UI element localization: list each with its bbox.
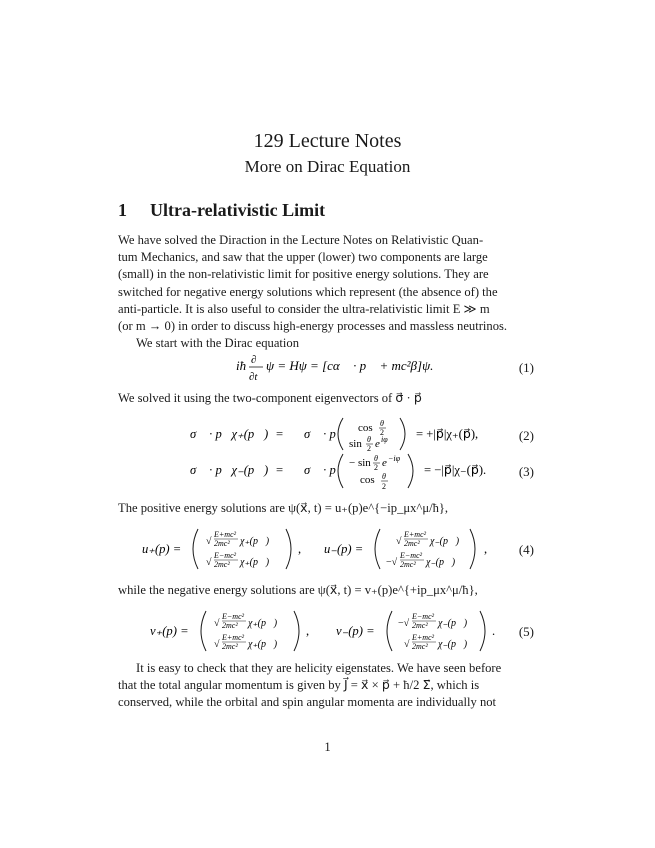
svg-text:√: √ bbox=[206, 536, 212, 547]
svg-text:E−mc²: E−mc² bbox=[400, 551, 423, 560]
svg-text:√: √ bbox=[214, 639, 220, 650]
svg-text:iφ: iφ bbox=[381, 435, 388, 444]
svg-text:σ⃗ · p⃗χ₋(p⃗): σ⃗ · p⃗χ₋(p⃗) bbox=[190, 463, 269, 477]
svg-text:−√: −√ bbox=[386, 557, 398, 568]
svg-text:=: = bbox=[276, 427, 284, 441]
equation-number: (2) bbox=[518, 428, 534, 443]
text-line: that the total angular momentum is given by J⃗ = x⃗ × p⃗ + ħ/2 Σ⃗, which is bbox=[118, 678, 480, 693]
svg-text:σ⃗ · p⃗χ₊(p⃗): σ⃗ · p⃗χ₊(p⃗) bbox=[190, 427, 269, 441]
svg-text:√: √ bbox=[404, 639, 410, 650]
svg-text:2: 2 bbox=[367, 444, 371, 453]
equation-2-render bbox=[118, 414, 498, 454]
svg-text:2: 2 bbox=[380, 428, 384, 437]
svg-text:,: , bbox=[298, 542, 302, 556]
svg-text:,: , bbox=[484, 542, 488, 556]
svg-text:E+mc²: E+mc² bbox=[412, 633, 435, 642]
svg-text:χ₋(p⃗): χ₋(p⃗) bbox=[438, 618, 468, 629]
svg-text:2: 2 bbox=[382, 482, 386, 491]
text-line: The positive energy solutions are ψ(x⃗, t) = u₊(p)e^{−ip_μx^μ/ħ}, bbox=[118, 501, 449, 515]
equation-number: (4) bbox=[518, 542, 534, 557]
svg-text:σ⃗ · p⃗: σ⃗ · p⃗ bbox=[304, 463, 346, 477]
equation-1 bbox=[118, 350, 534, 386]
equation-4-render bbox=[118, 526, 508, 572]
svg-text:∂t: ∂t bbox=[249, 371, 258, 383]
svg-text:E+mc²: E+mc² bbox=[404, 530, 427, 539]
svg-text:2: 2 bbox=[374, 463, 378, 472]
svg-text:∂: ∂ bbox=[251, 354, 257, 366]
text-line: We start with the Dirac equation bbox=[136, 336, 299, 351]
svg-text:2mc²: 2mc² bbox=[214, 560, 230, 569]
svg-text:2mc²: 2mc² bbox=[222, 642, 238, 651]
svg-text:2mc²: 2mc² bbox=[222, 621, 238, 630]
svg-text:χ₋(p⃗): χ₋(p⃗) bbox=[430, 536, 460, 547]
svg-text:u₊(p) =: u₊(p) = bbox=[142, 542, 182, 556]
svg-text:2mc²: 2mc² bbox=[412, 621, 428, 630]
svg-text:e: e bbox=[375, 438, 380, 450]
svg-text:χ₋(p⃗): χ₋(p⃗) bbox=[438, 639, 468, 650]
equation-number: (3) bbox=[518, 464, 534, 479]
text-line: while the negative energy solutions are ψ(x⃗, t) = v₊(p)e^{+ip_μx^μ/ħ}, bbox=[118, 583, 478, 597]
page-number: 1 bbox=[324, 740, 331, 754]
svg-text:−√: −√ bbox=[398, 618, 410, 629]
text-line: tum Mechanics, and saw that the upper (lower) two components are large bbox=[118, 250, 488, 265]
svg-text:θ: θ bbox=[374, 454, 378, 463]
svg-text:E+mc²: E+mc² bbox=[214, 530, 237, 539]
svg-text:θ: θ bbox=[367, 435, 371, 444]
svg-text:E+mc²: E+mc² bbox=[222, 633, 245, 642]
svg-text:θ: θ bbox=[382, 472, 386, 481]
svg-text:χ₊(p⃗): χ₊(p⃗) bbox=[240, 557, 270, 568]
svg-text:E−mc²: E−mc² bbox=[222, 612, 245, 621]
svg-text:,: , bbox=[306, 624, 310, 638]
equation-2 bbox=[118, 414, 534, 454]
svg-text:E−mc²: E−mc² bbox=[214, 551, 237, 560]
intro-paragraph bbox=[118, 232, 534, 352]
text-line: switched for negative energy solutions which represent (the absence of) the bbox=[118, 284, 498, 299]
equation-3 bbox=[118, 452, 534, 492]
section-number: 1 bbox=[118, 200, 127, 220]
svg-text:2mc²: 2mc² bbox=[404, 539, 420, 548]
document-subtitle: More on Dirac Equation bbox=[244, 157, 411, 176]
svg-text:√: √ bbox=[206, 557, 212, 568]
svg-text:iħ: iħ bbox=[236, 358, 247, 373]
svg-text:2mc²: 2mc² bbox=[412, 642, 428, 651]
svg-text:2mc²: 2mc² bbox=[400, 560, 416, 569]
section-heading bbox=[118, 200, 325, 221]
svg-text:2mc²: 2mc² bbox=[214, 539, 230, 548]
svg-text:E−mc²: E−mc² bbox=[412, 612, 435, 621]
text-line: (or m → 0) in order to discuss high-energy processes and massless neutrinos. bbox=[118, 319, 508, 334]
text-line: We solved it using the two-component eigenvectors of σ⃗ · p⃗ bbox=[118, 391, 422, 405]
text-line: conserved, while the orbital and spin angular momenta are individually not bbox=[118, 695, 497, 710]
text-line: It is easy to check that they are helicity eigenstates. We have seen before bbox=[136, 661, 502, 675]
svg-text:=: = bbox=[276, 463, 284, 477]
equation-5-render bbox=[118, 608, 508, 654]
svg-text:ψ = Hψ = [cα⃗ · p⃗ + mc²β]ψ.: ψ = Hψ = [cα⃗ · p⃗ + mc²β]ψ. bbox=[266, 358, 434, 373]
text-line: (small) in the non-relativistic limit for positive energy solutions. They are bbox=[118, 267, 489, 282]
svg-text:− sin: − sin bbox=[349, 457, 371, 469]
equation-number: (1) bbox=[518, 360, 534, 375]
equation-3-render bbox=[118, 452, 498, 492]
equation-5 bbox=[118, 608, 534, 654]
svg-text:θ: θ bbox=[380, 419, 384, 428]
text-line: anti-particle. It is also useful to consider the ultra-relativistic limit E ≫ m bbox=[118, 301, 490, 316]
equation-4 bbox=[118, 526, 534, 572]
helicity-paragraph bbox=[118, 660, 534, 712]
svg-text:√: √ bbox=[396, 536, 402, 547]
svg-text:−iφ: −iφ bbox=[388, 454, 401, 463]
svg-text:cos: cos bbox=[358, 422, 373, 434]
svg-text:χ₊(p⃗): χ₊(p⃗) bbox=[248, 639, 278, 650]
svg-text:= −|p⃗|χ₋(p⃗).: = −|p⃗|χ₋(p⃗). bbox=[424, 463, 487, 477]
text-line: We have solved the Diraction in the Lecture Notes on Relativistic Quan- bbox=[118, 233, 484, 247]
svg-text:v₋(p) =: v₋(p) = bbox=[336, 624, 375, 638]
svg-text:= +|p⃗|χ₊(p⃗),: = +|p⃗|χ₊(p⃗), bbox=[416, 427, 479, 441]
svg-text:χ₋(p⃗): χ₋(p⃗) bbox=[426, 557, 456, 568]
equation-1-render bbox=[118, 350, 478, 386]
svg-text:sin: sin bbox=[349, 438, 362, 450]
document-title: 129 Lecture Notes bbox=[253, 130, 402, 152]
svg-text:.: . bbox=[492, 624, 496, 638]
svg-text:v₊(p) =: v₊(p) = bbox=[150, 624, 189, 638]
svg-text:χ₊(p⃗): χ₊(p⃗) bbox=[248, 618, 278, 629]
svg-text:χ₊(p⃗): χ₊(p⃗) bbox=[240, 536, 270, 547]
equation-number: (5) bbox=[518, 624, 534, 639]
svg-text:e: e bbox=[382, 457, 387, 469]
svg-text:u₋(p) =: u₋(p) = bbox=[324, 542, 364, 556]
svg-text:√: √ bbox=[214, 618, 220, 629]
svg-text:σ⃗ · p⃗: σ⃗ · p⃗ bbox=[304, 427, 346, 441]
svg-text:cos: cos bbox=[360, 474, 375, 486]
section-title: Ultra-relativistic Limit bbox=[150, 200, 326, 220]
